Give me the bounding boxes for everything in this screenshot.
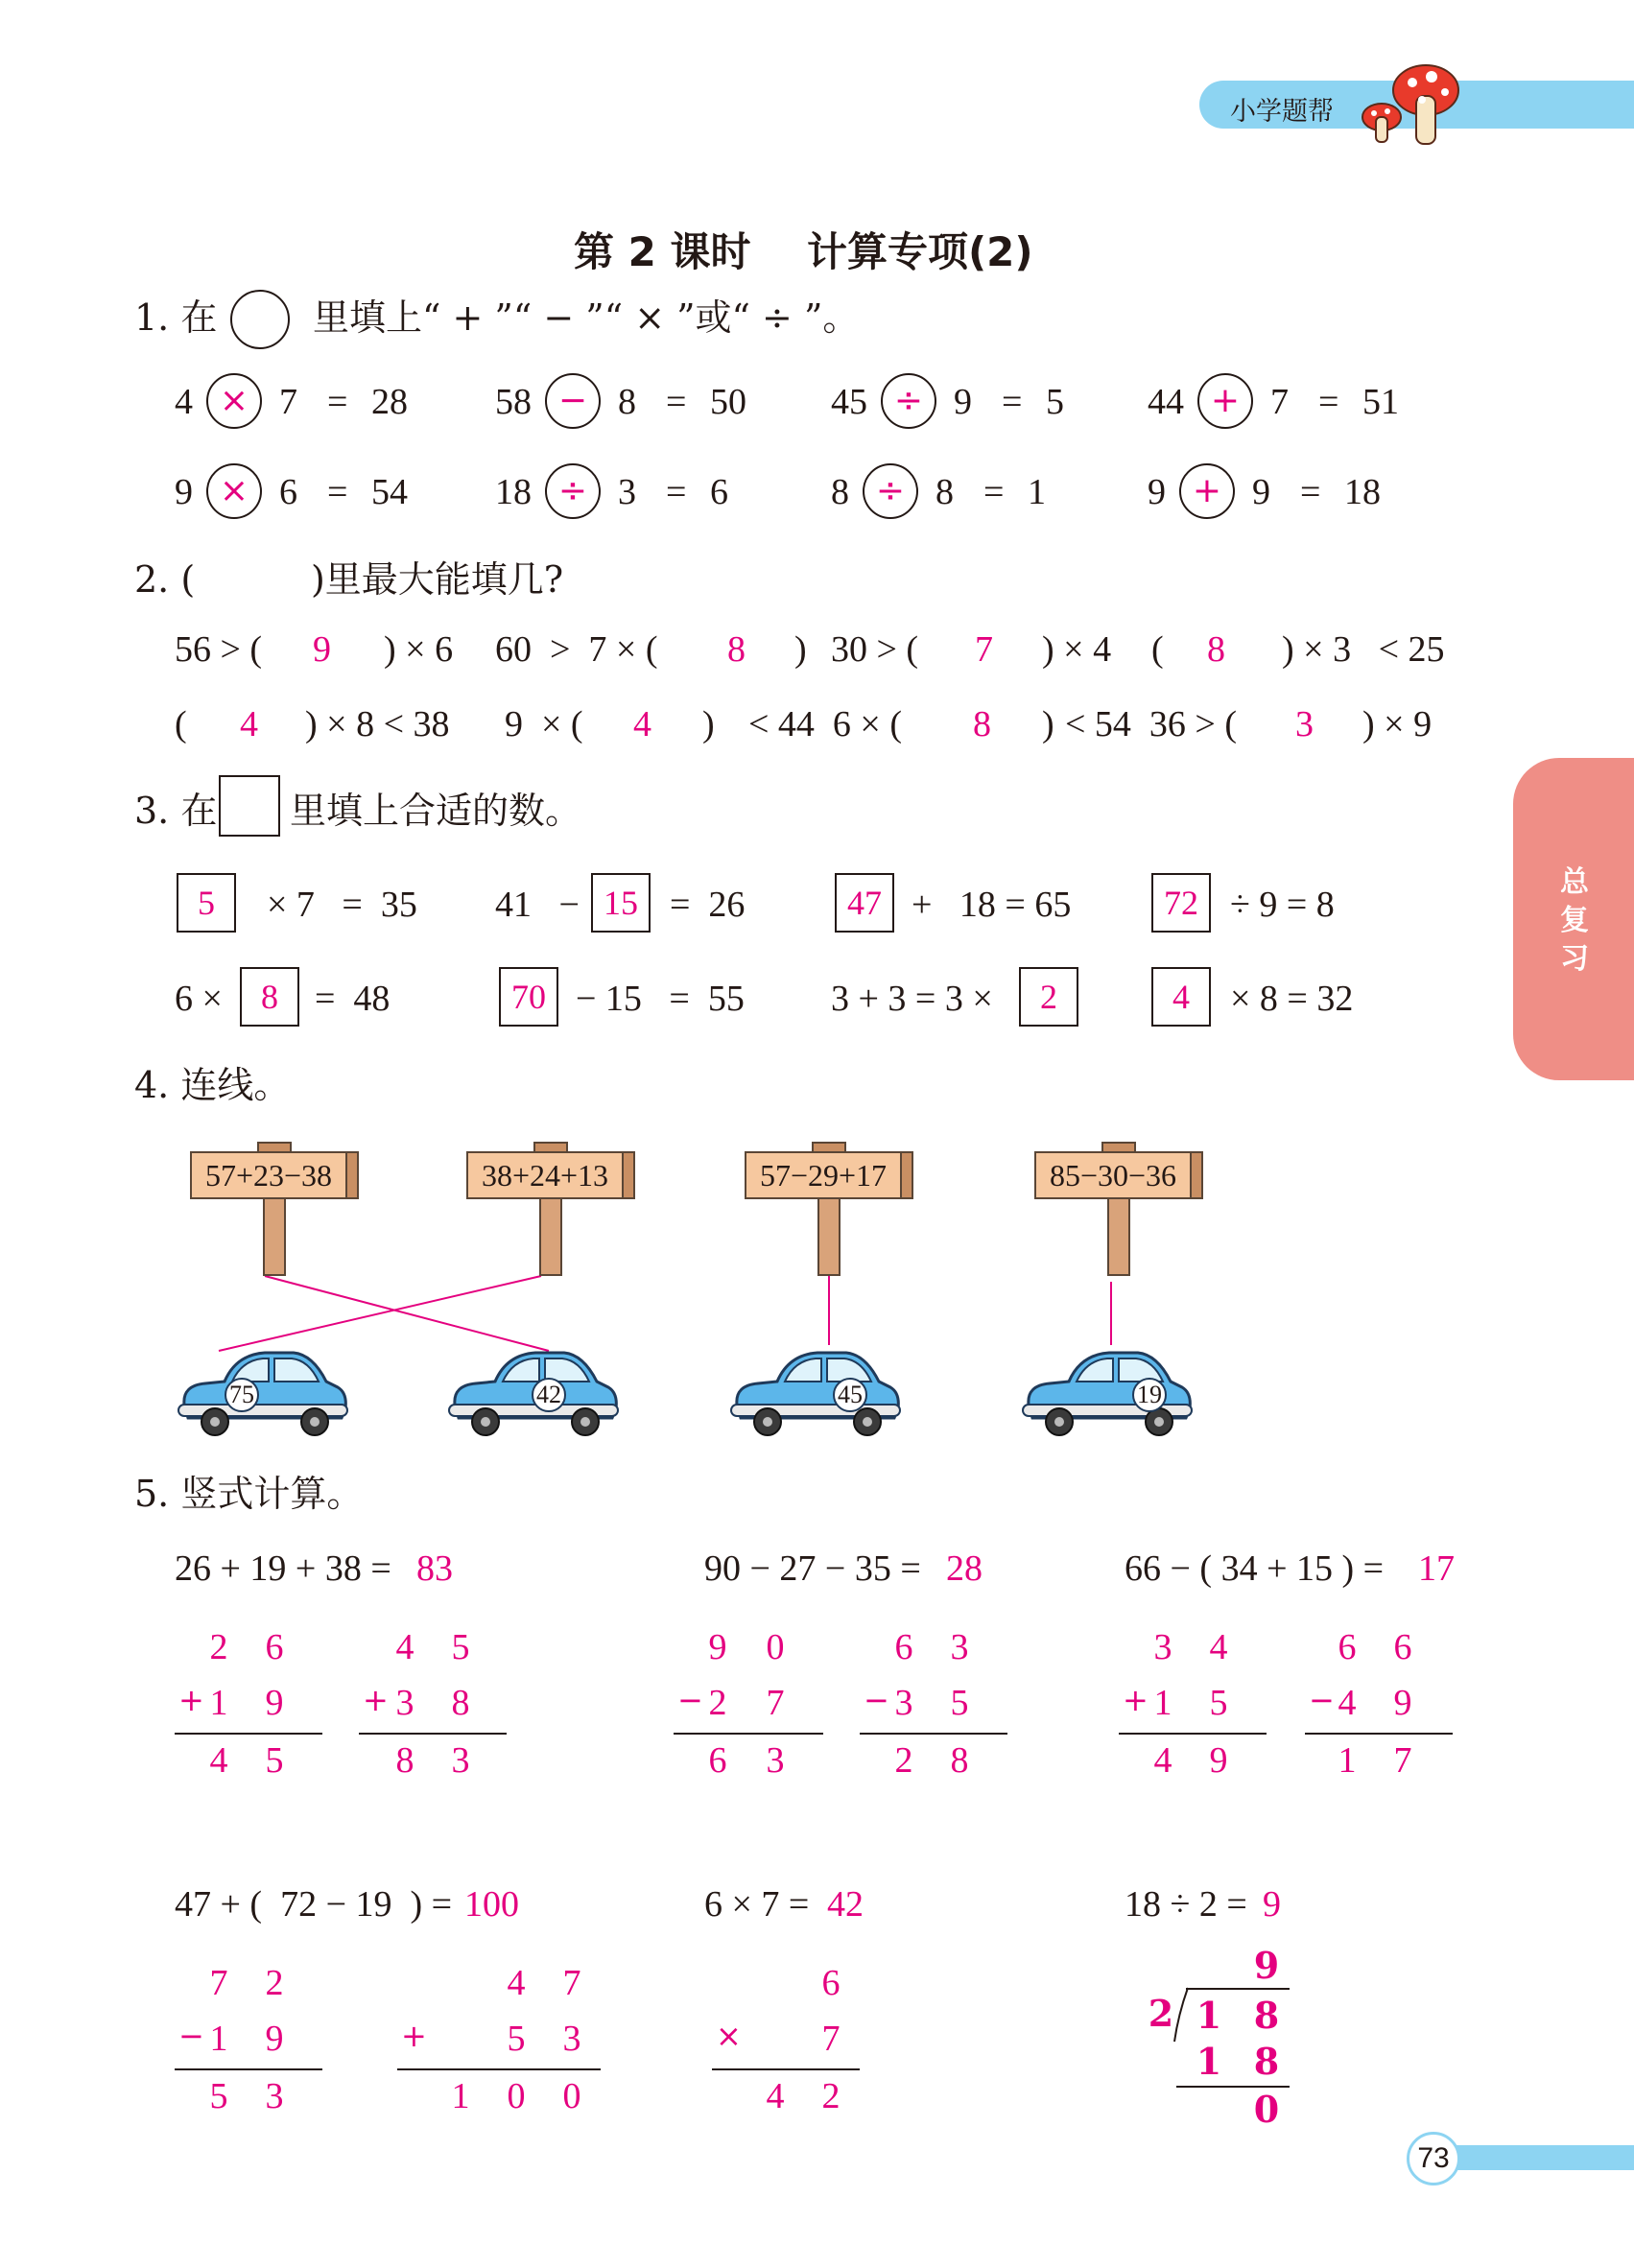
- q2-answer: 7: [975, 629, 993, 670]
- q5-operator: ×: [716, 2018, 742, 2054]
- q2-expr-pre: (: [1151, 629, 1164, 670]
- q5-digit: 7: [562, 1963, 581, 2003]
- q2-expr-post: ) × 9: [1362, 704, 1433, 744]
- car-icon: [1021, 1345, 1194, 1441]
- sign-board-4: 85−30−36: [1034, 1151, 1192, 1199]
- q1-result: 1: [1028, 472, 1046, 512]
- q5-problem-answer: 100: [464, 1884, 519, 1925]
- q5-problem-answer: 17: [1418, 1548, 1455, 1589]
- q3-answer-box: 2: [1019, 967, 1078, 1027]
- q5-digit: 6: [894, 1627, 913, 1667]
- header-brand: 小学题帮: [1230, 97, 1334, 127]
- q1-result: 54: [371, 472, 408, 512]
- q5-digit: 9: [265, 2019, 284, 2059]
- q5-operator: −: [178, 2018, 204, 2054]
- q1-operand-a: 45: [831, 382, 867, 422]
- q5-prompt: 5. 竖式计算。: [134, 1473, 364, 1515]
- q2-expr-post: ) × 6: [384, 629, 454, 670]
- q5-digit: 6: [708, 1740, 727, 1781]
- q2-expr-post: ) × 3 < 25: [1282, 629, 1445, 670]
- q2-answer: 4: [633, 704, 651, 744]
- q1-operator-circle: −: [545, 373, 601, 429]
- q1-operator-circle: ×: [206, 373, 262, 429]
- q5-problem-expr: 66 − ( 34 + 15 ) =: [1125, 1548, 1385, 1589]
- q2-expr-pre: 30 > (: [831, 629, 919, 670]
- q3-expr-post: × 8 = 32: [1230, 979, 1354, 1019]
- page-number: 73: [1417, 2142, 1450, 2174]
- q5-operator: +: [1123, 1682, 1149, 1718]
- q1-operand-a: 9: [1148, 472, 1166, 512]
- q1-operand-b: 9: [954, 382, 972, 422]
- division-quotient: 9: [1253, 1944, 1280, 1987]
- q3-prompt-post: 里填上合适的数。: [290, 790, 582, 832]
- q5-result-line: [860, 1733, 1007, 1735]
- q5-result-line: [397, 2068, 601, 2070]
- q2-expr-pre: < 44 6 × (: [748, 704, 903, 744]
- q1-prompt-post: 里填上“ + ”“ − ”“ × ”或“ ÷ ”。: [313, 296, 860, 339]
- q5-digit: 7: [1393, 1740, 1412, 1781]
- q5-operator: +: [401, 2018, 427, 2054]
- page-title: 第 2 课时 计算专项(2): [574, 228, 1033, 275]
- q5-digit: 1: [1153, 1683, 1172, 1723]
- q2-expr-pre: 9 × (: [505, 704, 583, 744]
- division-product-digit: 1: [1196, 2040, 1222, 2083]
- q5-digit: 3: [766, 1740, 785, 1781]
- q5-digit: 6: [1338, 1627, 1357, 1667]
- car-icon: [177, 1345, 349, 1441]
- q1-operand-b: 8: [618, 382, 636, 422]
- sign-board-1: 57+23−38: [190, 1151, 347, 1199]
- q5-digit: 3: [894, 1683, 913, 1723]
- q5-digit: 0: [766, 1627, 785, 1667]
- q1-equals: =: [327, 472, 348, 512]
- q5-result-line: [175, 1733, 322, 1735]
- q1-equals: =: [666, 382, 687, 422]
- q3-expr-pre: 6 ×: [175, 979, 223, 1019]
- q5-problem-expr: 26 + 19 + 38 =: [175, 1548, 391, 1589]
- q5-digit: 0: [507, 2076, 526, 2116]
- q1-operand-a: 44: [1148, 382, 1184, 422]
- q5-digit: 3: [950, 1627, 969, 1667]
- q5-digit: 5: [507, 2019, 526, 2059]
- q3-answer-box: 8: [240, 967, 299, 1027]
- q5-problem-expr: 6 × 7 =: [704, 1884, 810, 1925]
- q5-operator: +: [363, 1682, 389, 1718]
- q2-expr-post: ): [702, 704, 715, 744]
- q1-result: 6: [710, 472, 728, 512]
- q5-result-line: [712, 2068, 860, 2070]
- q5-result-line: [175, 2068, 322, 2070]
- q1-result: 18: [1344, 472, 1381, 512]
- q5-digit: 5: [451, 1627, 470, 1667]
- q5-digit: 6: [821, 1963, 841, 2003]
- q2-answer: 8: [973, 704, 991, 744]
- q1-equals: =: [1318, 382, 1339, 422]
- q1-equals: =: [983, 472, 1005, 512]
- q2-expr-pre: (: [175, 704, 187, 744]
- q2-expr-post: ): [794, 629, 807, 670]
- q5-digit: 3: [451, 1740, 470, 1781]
- q5-digit: 2: [708, 1683, 727, 1723]
- division-dividend-digit: 8: [1253, 1994, 1280, 2037]
- q5-result-line: [674, 1733, 823, 1735]
- q5-digit: 7: [209, 1963, 228, 2003]
- q5-problem-answer: 83: [416, 1548, 453, 1589]
- q4-prompt: 4. 连线。: [134, 1064, 291, 1106]
- q2-answer: 9: [313, 629, 331, 670]
- q3-expr-post: ÷ 9 = 8: [1230, 885, 1335, 925]
- q5-digit: 9: [708, 1627, 727, 1667]
- sign-board-side: [622, 1151, 635, 1199]
- q5-digit: 9: [265, 1683, 284, 1723]
- q2-expr-post: ) × 4: [1042, 629, 1112, 670]
- q5-digit: 5: [1209, 1683, 1228, 1723]
- q1-result: 51: [1362, 382, 1399, 422]
- q3-expr-post: + 18 = 65: [912, 885, 1072, 925]
- q5-operator: −: [677, 1682, 703, 1718]
- q1-equals: =: [327, 382, 348, 422]
- q5-digit: 7: [766, 1683, 785, 1723]
- q2-answer: 8: [1207, 629, 1225, 670]
- q1-equals: =: [1300, 472, 1321, 512]
- q5-digit: 8: [395, 1740, 414, 1781]
- q5-digit: 6: [1393, 1627, 1412, 1667]
- q5-digit: 9: [1393, 1683, 1412, 1723]
- q1-operator-circle: ÷: [545, 463, 601, 519]
- side-tab-label: 总复习: [1560, 865, 1589, 976]
- q1-operator-circle: ÷: [881, 373, 936, 429]
- q5-digit: 4: [209, 1740, 228, 1781]
- q1-operator-circle: ÷: [863, 463, 918, 519]
- q5-problem-answer: 42: [827, 1884, 864, 1925]
- q5-digit: 5: [950, 1683, 969, 1723]
- page-number-badge: [1407, 2132, 1460, 2185]
- q3-answer-box: 4: [1151, 967, 1211, 1027]
- q1-result: 50: [710, 382, 746, 422]
- q1-operand-b: 9: [1252, 472, 1270, 512]
- q1-operand-b: 3: [618, 472, 636, 512]
- q5-digit: 1: [209, 2019, 228, 2059]
- car-icon: [729, 1345, 902, 1441]
- q1-operand-b: 7: [1270, 382, 1289, 422]
- line-sign2-car1: [219, 1276, 541, 1351]
- q2-answer: 8: [727, 629, 746, 670]
- car-number-badge: 19: [1132, 1378, 1167, 1412]
- q2-expr-post: ) × 8 < 38: [305, 704, 450, 744]
- q5-digit: 1: [451, 2076, 470, 2116]
- q3-expr-post: = 48: [315, 979, 391, 1019]
- q5-digit: 6: [265, 1627, 284, 1667]
- q5-digit: 2: [821, 2076, 841, 2116]
- q1-operand-a: 4: [175, 382, 193, 422]
- q3-expr-post: × 7 = 35: [267, 885, 417, 925]
- q5-digit: 0: [562, 2076, 581, 2116]
- q5-digit: 5: [265, 1740, 284, 1781]
- q5-digit: 7: [821, 2019, 841, 2059]
- division-remainder: 0: [1253, 2088, 1280, 2131]
- q5-digit: 3: [265, 2076, 284, 2116]
- q2-expr-pre: < 54 36 > (: [1065, 704, 1238, 744]
- q5-digit: 9: [1209, 1740, 1228, 1781]
- q1-operator-circle: ×: [206, 463, 262, 519]
- q5-result-line: [1119, 1733, 1267, 1735]
- q5-problem-answer: 9: [1263, 1884, 1281, 1925]
- q5-digit: 2: [265, 1963, 284, 2003]
- division-divisor: 2: [1148, 1992, 1174, 2035]
- line-sign1-car2: [265, 1276, 549, 1351]
- q1-result: 5: [1046, 382, 1064, 422]
- q5-digit: 4: [1338, 1683, 1357, 1723]
- q5-operator: +: [178, 1682, 204, 1718]
- q5-digit: 2: [209, 1627, 228, 1667]
- q5-digit: 1: [209, 1683, 228, 1723]
- q5-digit: 8: [451, 1683, 470, 1723]
- q5-digit: 4: [507, 1963, 526, 2003]
- q5-digit: 2: [894, 1740, 913, 1781]
- division-product-digit: 8: [1253, 2040, 1280, 2083]
- q5-digit: 5: [209, 2076, 228, 2116]
- q5-operator: −: [864, 1682, 889, 1718]
- q5-operator: −: [1309, 1682, 1335, 1718]
- q1-equals: =: [1002, 382, 1023, 422]
- q3-answer-box: 72: [1151, 873, 1211, 933]
- q1-equals: =: [666, 472, 687, 512]
- sign-board-side: [345, 1151, 359, 1199]
- q3-prompt-pre: 3. 在: [134, 790, 218, 832]
- q5-digit: 4: [766, 2076, 785, 2116]
- q3-answer-box: 70: [499, 967, 558, 1027]
- q5-problem-expr: 90 − 27 − 35 =: [704, 1548, 921, 1589]
- q2-prompt: 2. ( )里最大能填几?: [134, 558, 564, 601]
- car-number-badge: 42: [532, 1378, 566, 1412]
- q1-operator-circle: +: [1197, 373, 1253, 429]
- q1-operand-a: 18: [495, 472, 532, 512]
- q1-operand-a: 58: [495, 382, 532, 422]
- division-dividend-digit: 1: [1196, 1994, 1222, 2037]
- q2-answer: 4: [240, 704, 258, 744]
- q3-expr-post: = 26: [670, 885, 746, 925]
- q5-digit: 3: [562, 2019, 581, 2059]
- division-bracket: [1172, 1986, 1201, 2044]
- q5-digit: 3: [395, 1683, 414, 1723]
- q2-expr-post: ): [1042, 704, 1054, 744]
- sign-board-side: [900, 1151, 913, 1199]
- q1-operand-a: 9: [175, 472, 193, 512]
- q5-digit: 3: [1153, 1627, 1172, 1667]
- q5-problem-expr: 18 ÷ 2 =: [1125, 1884, 1247, 1925]
- q3-answer-box: 15: [591, 873, 651, 933]
- q5-digit: 8: [950, 1740, 969, 1781]
- q3-expr-pre: 41 −: [495, 885, 580, 925]
- q5-problem-expr: 47 + ( 72 − 19 ) =: [175, 1884, 453, 1925]
- q1-prompt-pre: 1. 在: [134, 296, 218, 339]
- q3-expr-pre: 3 + 3 = 3 ×: [831, 979, 993, 1019]
- sign-board-side: [1190, 1151, 1203, 1199]
- q1-operand-b: 8: [935, 472, 954, 512]
- q3-answer-box: 5: [177, 873, 236, 933]
- q5-digit: 4: [1209, 1627, 1228, 1667]
- q3-answer-box: 47: [835, 873, 894, 933]
- q1-operand-b: 6: [279, 472, 297, 512]
- sign-board-3: 57−29+17: [745, 1151, 902, 1199]
- division-line: [1176, 2086, 1290, 2088]
- q5-result-line: [359, 1733, 507, 1735]
- q5-digit: 4: [395, 1627, 414, 1667]
- q2-expr-pre: 60 > 7 × (: [495, 629, 658, 670]
- q1-operator-circle: +: [1179, 463, 1235, 519]
- q2-answer: 3: [1295, 704, 1314, 744]
- division-bar: [1186, 1988, 1290, 1990]
- q1-result: 28: [371, 382, 408, 422]
- q5-result-line: [1305, 1733, 1453, 1735]
- sign-board-2: 38+24+13: [466, 1151, 624, 1199]
- q3-expr-post: − 15 = 55: [576, 979, 745, 1019]
- q5-digit: 4: [1153, 1740, 1172, 1781]
- q5-problem-answer: 28: [946, 1548, 983, 1589]
- q1-operand-b: 7: [279, 382, 297, 422]
- q1-operand-a: 8: [831, 472, 849, 512]
- q5-digit: 1: [1338, 1740, 1357, 1781]
- car-number-badge: 45: [833, 1378, 867, 1412]
- car-number-badge: 75: [225, 1378, 259, 1412]
- q2-expr-pre: 56 > (: [175, 629, 263, 670]
